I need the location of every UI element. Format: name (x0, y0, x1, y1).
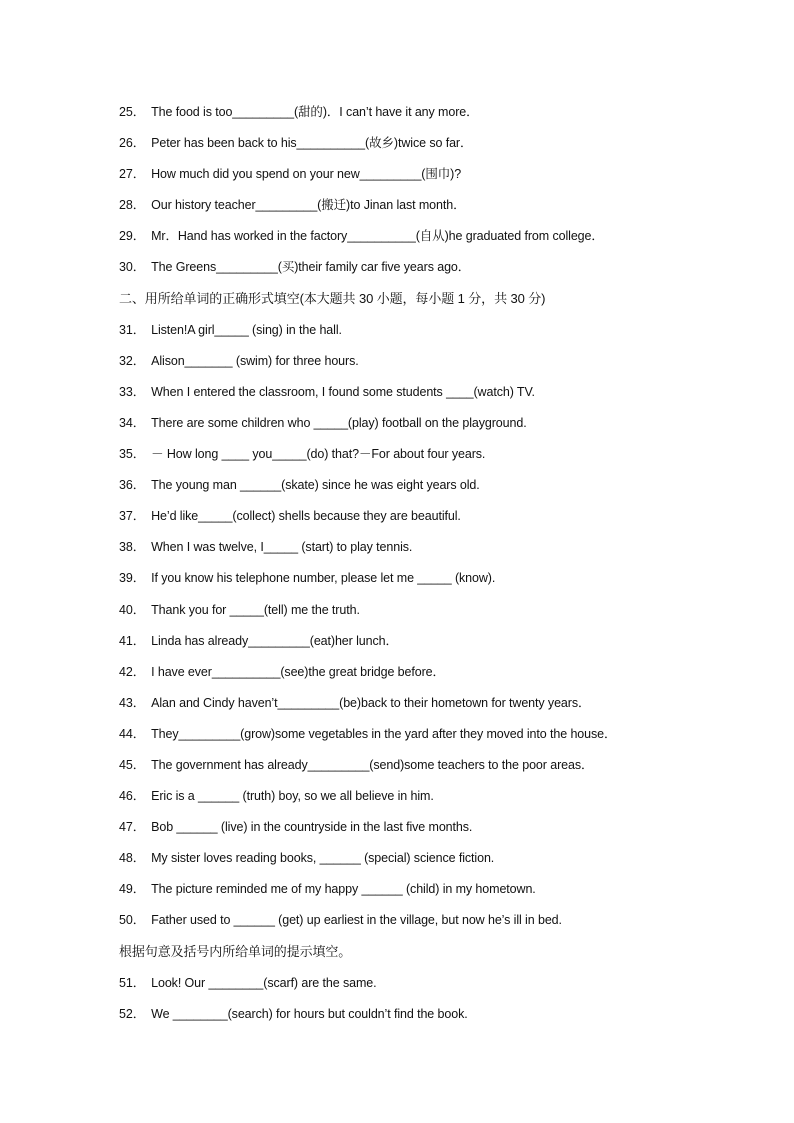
exercise-item (119, 972, 759, 1003)
item-text: － How long ____ you_____(do) that?－For about four years. (151, 447, 486, 462)
item-number: 29． (119, 229, 146, 244)
item-text: Look! Our ________(scarf) are the same. (151, 975, 377, 990)
item-text: He’d like_____(collect) shells because they are beautiful. (151, 509, 461, 524)
item-number: 49． (119, 882, 146, 897)
exercise-item (119, 319, 759, 350)
item-text: How much did you spend on your new_________(围巾)? (151, 167, 462, 182)
item-number: 44． (119, 726, 146, 741)
item-text: The picture reminded me of my happy ______ (child) in my hometown. (151, 882, 536, 897)
exercise-item (119, 816, 759, 847)
item-text: The Greens_________(买)their family car five years ago． (151, 260, 471, 275)
item-text: The young man ______(skate) since he was eight years old. (151, 478, 480, 493)
exercise-item (119, 661, 759, 692)
item-number: 39． (119, 571, 146, 586)
item-text: I have ever__________(see)the great bridge before． (151, 664, 445, 679)
item-number: 47． (119, 820, 146, 835)
item-text: When I entered the classroom, I found some students ____(watch) TV. (151, 384, 535, 399)
item-number: 27． (119, 167, 146, 182)
item-text: Peter has been back to his__________(故乡)twice so far． (151, 136, 473, 151)
item-number: 25． (119, 105, 146, 119)
item-number: 50． (119, 913, 146, 928)
exercise-item (119, 878, 759, 909)
item-text: Listen!A girl_____ (sing) in the hall. (151, 322, 342, 337)
item-number: 52． (119, 1006, 146, 1021)
exercise-item (119, 909, 759, 940)
exercise-item (119, 350, 759, 381)
item-text: Eric is a ______ (truth) boy, so we all believe in him. (151, 789, 434, 804)
item-number: 48． (119, 851, 146, 866)
section-heading: 根据句意及括号内所给单词的提示填空。 (119, 943, 352, 959)
exercise-item (119, 723, 759, 754)
item-text: Alan and Cindy haven’t_________(be)back to their hometown for twenty years． (151, 695, 591, 710)
item-number: 28． (119, 198, 146, 213)
exercise-item (119, 754, 759, 785)
item-number: 34． (119, 415, 146, 430)
item-text: My sister loves reading books, ______ (special) science fiction. (151, 851, 495, 866)
exercise-item (119, 225, 759, 256)
item-text: If you know his telephone number, please let me _____ (know). (151, 571, 496, 586)
item-text: Thank you for _____(tell) me the truth. (151, 602, 360, 617)
item-number: 33． (119, 384, 146, 399)
item-text: There are some children who _____(play) football on the playground. (151, 415, 527, 430)
exercise-item (119, 412, 759, 443)
item-number: 37． (119, 509, 146, 524)
item-text: The government has already_________(send)some teachers to the poor areas． (151, 757, 594, 772)
item-number: 26． (119, 136, 146, 151)
exercise-item (119, 630, 759, 661)
exercise-item (119, 443, 759, 474)
exercise-item (119, 567, 759, 598)
exercise-item (119, 847, 759, 878)
item-text: Linda has already_________(eat)her lunch． (151, 633, 398, 648)
item-number: 36． (119, 478, 146, 493)
exercise-item (119, 256, 759, 287)
item-number: 32． (119, 353, 146, 368)
item-number: 40． (119, 602, 146, 617)
exercise-item (119, 692, 759, 723)
section-heading: 二、用所给单词的正确形式填空(本大题共 30 小题，每小题 1 分，共 30 分) (119, 290, 546, 306)
exercise-item (119, 536, 759, 567)
item-number: 43． (119, 695, 146, 710)
item-number: 38． (119, 540, 146, 555)
item-number: 30． (119, 260, 146, 275)
item-number: 51． (119, 975, 146, 990)
exercise-item (119, 599, 759, 630)
item-number: 42． (119, 664, 146, 679)
item-number: 35． (119, 447, 146, 462)
item-number: 31． (119, 322, 146, 337)
exercise-item (119, 1003, 759, 1034)
item-text: Bob ______ (live) in the countryside in the last five months. (151, 820, 473, 835)
item-text: Mr．Hand has worked in the factory__________(自从)he graduated from college． (151, 229, 604, 244)
item-text: They_________(grow)some vegetables in the yard after they moved into the house． (151, 726, 617, 741)
exercise-item (119, 474, 759, 505)
exercise-item (119, 785, 759, 816)
item-text: Father used to ______ (get) up earliest in the village, but now he’s ill in bed. (151, 913, 562, 928)
item-text: The food is too_________(甜的)．I can’t have it any more． (151, 105, 479, 119)
exercise-item (119, 194, 759, 225)
exercise-item (119, 163, 759, 194)
item-text: Alison_______ (swim) for three hours. (151, 353, 359, 368)
exercise-item (119, 132, 759, 163)
item-text: We ________(search) for hours but couldn’t find the book. (151, 1006, 468, 1021)
exercise-item (119, 381, 759, 412)
item-number: 46． (119, 789, 146, 804)
item-text: Our history teacher_________(搬迁)to Jinan last month． (151, 198, 466, 213)
exercise-item (119, 101, 759, 132)
exercise-item (119, 505, 759, 536)
exercise-list (119, 101, 759, 1034)
item-text: When I was twelve, I_____ (start) to play tennis. (151, 540, 413, 555)
item-number: 45． (119, 757, 146, 772)
item-number: 41． (119, 633, 146, 648)
